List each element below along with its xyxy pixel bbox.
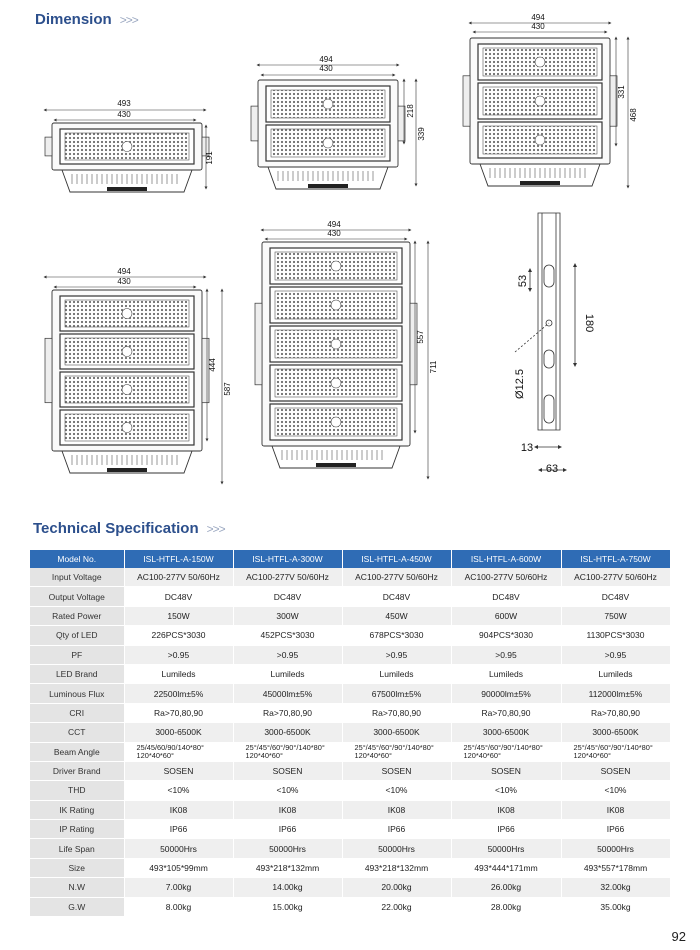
spec-cell: <10%	[233, 781, 342, 800]
spec-cell: >0.95	[233, 645, 342, 664]
spec-row	[30, 723, 670, 742]
spec-row-label: CRI	[30, 703, 124, 722]
spec-cell: AC100-277V 50/60Hz	[342, 568, 451, 587]
spec-cell: SOSEN	[233, 761, 342, 780]
fixture-750w-height-outer: 711	[429, 360, 438, 374]
bracket-dim-b: 180	[583, 313, 595, 333]
fixture-600w-height-inner: 444	[208, 358, 217, 372]
spec-cell: 3000-6500K	[451, 723, 561, 742]
spec-cell: IP66	[342, 820, 451, 839]
fixture-300w	[251, 80, 405, 189]
spec-row-label: IP Rating	[30, 820, 124, 839]
spec-cell: 32.00kg	[561, 878, 670, 897]
fixture-600w-width-outer: 494	[117, 267, 131, 276]
spec-cell: 1130PCS*3030	[561, 626, 670, 645]
chevron-icon: >>>	[206, 522, 225, 536]
fixture-450w-width-outer: 494	[531, 13, 545, 22]
spec-cell: 22.00kg	[342, 897, 451, 916]
spec-cell: AC100-277V 50/60Hz	[124, 568, 233, 587]
spec-cell: 750W	[561, 606, 670, 625]
header-model-300w: ISL-HTFL-A-300W	[233, 550, 342, 568]
page-number: 92	[671, 929, 686, 944]
spec-row-label: THD	[30, 781, 124, 800]
spec-cell: Lumileds	[451, 664, 561, 683]
spec-cell: AC100-277V 50/60Hz	[451, 568, 561, 587]
spec-cell: DC48V	[233, 587, 342, 606]
spec-cell: 226PCS*3030	[124, 626, 233, 645]
spec-title-text: Technical Specification	[33, 520, 199, 537]
spec-cell: Lumileds	[233, 664, 342, 683]
spec-row	[30, 858, 670, 877]
spec-cell: 25°/45°/60°/90°/140*80° 120*40*60°	[561, 742, 670, 761]
header-model-150w: ISL-HTFL-A-150W	[124, 550, 233, 568]
spec-cell: 20.00kg	[342, 878, 451, 897]
spec-row-label: CCT	[30, 723, 124, 742]
spec-cell: IP66	[451, 820, 561, 839]
bracket-drawing	[515, 213, 575, 470]
fixture-150w-height: 191	[205, 151, 214, 165]
fixture-300w-height-outer: 339	[417, 127, 426, 141]
spec-cell: >0.95	[342, 645, 451, 664]
spec-cell: DC48V	[561, 587, 670, 606]
fixture-150w-width-outer: 493	[117, 99, 131, 108]
spec-cell: IP66	[233, 820, 342, 839]
spec-cell: 7.00kg	[124, 878, 233, 897]
spec-cell: DC48V	[451, 587, 561, 606]
spec-cell: 35.00kg	[561, 897, 670, 916]
spec-cell: 50000Hrs	[561, 839, 670, 858]
spec-cell: SOSEN	[561, 761, 670, 780]
spec-cell: IP66	[561, 820, 670, 839]
spec-cell: 493*444*171mm	[451, 858, 561, 877]
spec-cell: 678PCS*3030	[342, 626, 451, 645]
spec-cell: IK08	[451, 800, 561, 819]
spec-row	[30, 606, 670, 625]
chevron-icon: >>>	[119, 13, 138, 27]
spec-cell: Ra>70,80,90	[561, 703, 670, 722]
spec-cell: 3000-6500K	[124, 723, 233, 742]
spec-cell: Ra>70,80,90	[342, 703, 451, 722]
spec-row-label: Luminous Flux	[30, 684, 124, 703]
fixture-300w-width-inner: 430	[319, 64, 333, 73]
spec-cell: 8.00kg	[124, 897, 233, 916]
fixture-750w-width-outer: 494	[327, 220, 341, 229]
bracket-dim-thickness: 13	[520, 442, 534, 454]
fixture-750w-height-inner: 557	[416, 330, 425, 344]
spec-row	[30, 781, 670, 800]
spec-row	[30, 568, 670, 587]
spec-row	[30, 664, 670, 683]
spec-row-label: N.W	[30, 878, 124, 897]
spec-cell: IK08	[342, 800, 451, 819]
spec-cell: IP66	[124, 820, 233, 839]
spec-cell: 3000-6500K	[342, 723, 451, 742]
fixture-450w-width-inner: 430	[531, 22, 545, 31]
spec-cell: 25/45/60/90/140*80° 120*40*60°	[124, 742, 233, 761]
fixture-600w	[45, 290, 209, 473]
bracket-dim-width: 63	[545, 463, 559, 475]
spec-header-row	[30, 550, 670, 568]
spec-row	[30, 761, 670, 780]
spec-cell: 493*557*178mm	[561, 858, 670, 877]
bracket-dim-hole: Ø12.5	[514, 369, 526, 399]
spec-cell: <10%	[561, 781, 670, 800]
spec-cell: IK08	[561, 800, 670, 819]
spec-cell: 25°/45°/60°/90°/140*80° 120*40*60°	[342, 742, 451, 761]
fixture-600w-width-inner: 430	[117, 277, 131, 286]
spec-row	[30, 820, 670, 839]
spec-row	[30, 684, 670, 703]
spec-cell: 25°/45°/60°/90°/140*80° 120*40*60°	[451, 742, 561, 761]
spec-cell: >0.95	[451, 645, 561, 664]
spec-row-label: Size	[30, 858, 124, 877]
spec-cell: Ra>70,80,90	[233, 703, 342, 722]
spec-cell: SOSEN	[124, 761, 233, 780]
fixture-150w	[45, 123, 209, 192]
spec-cell: 50000Hrs	[451, 839, 561, 858]
spec-row-label: Rated Power	[30, 606, 124, 625]
spec-cell: 493*218*132mm	[342, 858, 451, 877]
spec-row-label: Beam Angle	[30, 742, 124, 761]
spec-cell: Lumileds	[342, 664, 451, 683]
spec-cell: DC48V	[124, 587, 233, 606]
spec-cell: 15.00kg	[233, 897, 342, 916]
spec-cell: Ra>70,80,90	[124, 703, 233, 722]
spec-cell: 493*218*132mm	[233, 858, 342, 877]
header-model-750w: ISL-HTFL-A-750W	[561, 550, 670, 568]
spec-cell: 90000lm±5%	[451, 684, 561, 703]
spec-cell: 493*105*99mm	[124, 858, 233, 877]
spec-cell: 450W	[342, 606, 451, 625]
spec-table-body	[30, 568, 670, 917]
spec-cell: Lumileds	[561, 664, 670, 683]
spec-row-label: IK Rating	[30, 800, 124, 819]
spec-cell: 25°/45°/60°/90°/140*80° 120*40*60°	[233, 742, 342, 761]
spec-cell: 14.00kg	[233, 878, 342, 897]
spec-cell: 150W	[124, 606, 233, 625]
spec-cell: Lumileds	[124, 664, 233, 683]
spec-cell: 3000-6500K	[233, 723, 342, 742]
fixture-drawings	[45, 23, 628, 483]
spec-row	[30, 897, 670, 916]
dimension-title-text: Dimension	[35, 11, 112, 28]
spec-row	[30, 742, 670, 761]
spec-cell: >0.95	[124, 645, 233, 664]
fixture-150w-width-inner: 430	[117, 110, 131, 119]
spec-cell: IK08	[124, 800, 233, 819]
fixture-300w-width-outer: 494	[319, 55, 333, 64]
header-model-no: Model No.	[30, 550, 124, 568]
fixture-450w-height-outer: 468	[629, 108, 638, 122]
spec-row-label: Driver Brand	[30, 761, 124, 780]
bracket-dim-a: 53	[517, 274, 529, 288]
spec-row	[30, 878, 670, 897]
spec-cell: IK08	[233, 800, 342, 819]
spec-cell: 112000lm±5%	[561, 684, 670, 703]
spec-row	[30, 800, 670, 819]
spec-row-label: Qty of LED	[30, 626, 124, 645]
spec-cell: 904PCS*3030	[451, 626, 561, 645]
spec-cell: Ra>70,80,90	[451, 703, 561, 722]
spec-row-label: Output Voltage	[30, 587, 124, 606]
spec-cell: 26.00kg	[451, 878, 561, 897]
spec-row	[30, 839, 670, 858]
spec-cell: 45000lm±5%	[233, 684, 342, 703]
spec-row	[30, 587, 670, 606]
spec-row	[30, 645, 670, 664]
spec-cell: 28.00kg	[451, 897, 561, 916]
spec-cell: 452PCS*3030	[233, 626, 342, 645]
spec-row-label: PF	[30, 645, 124, 664]
spec-cell: 67500lm±5%	[342, 684, 451, 703]
spec-row	[30, 703, 670, 722]
spec-cell: AC100-277V 50/60Hz	[233, 568, 342, 587]
spec-row-label: Life Span	[30, 839, 124, 858]
spec-table	[30, 550, 671, 917]
spec-cell: 22500lm±5%	[124, 684, 233, 703]
spec-row	[30, 626, 670, 645]
spec-cell: 50000Hrs	[124, 839, 233, 858]
fixture-450w	[463, 38, 617, 186]
spec-cell: 50000Hrs	[233, 839, 342, 858]
spec-cell: 3000-6500K	[561, 723, 670, 742]
fixture-300w-height-inner: 218	[406, 104, 415, 118]
spec-cell: SOSEN	[342, 761, 451, 780]
spec-cell: SOSEN	[451, 761, 561, 780]
spec-cell: 300W	[233, 606, 342, 625]
header-model-600w: ISL-HTFL-A-600W	[451, 550, 561, 568]
spec-cell: <10%	[451, 781, 561, 800]
spec-cell: <10%	[124, 781, 233, 800]
fixture-600w-height-outer: 587	[223, 382, 232, 396]
spec-row-label: Input Voltage	[30, 568, 124, 587]
fixture-450w-height-inner: 331	[617, 85, 626, 99]
spec-cell: DC48V	[342, 587, 451, 606]
spec-cell: AC100-277V 50/60Hz	[561, 568, 670, 587]
spec-cell: <10%	[342, 781, 451, 800]
fixture-750w-width-inner: 430	[327, 229, 341, 238]
spec-cell: 50000Hrs	[342, 839, 451, 858]
spec-row-label: G.W	[30, 897, 124, 916]
spec-title	[33, 520, 225, 537]
spec-row-label: LED Brand	[30, 664, 124, 683]
fixture-750w	[255, 242, 417, 468]
spec-cell: 600W	[451, 606, 561, 625]
header-model-450w: ISL-HTFL-A-450W	[342, 550, 451, 568]
spec-cell: >0.95	[561, 645, 670, 664]
